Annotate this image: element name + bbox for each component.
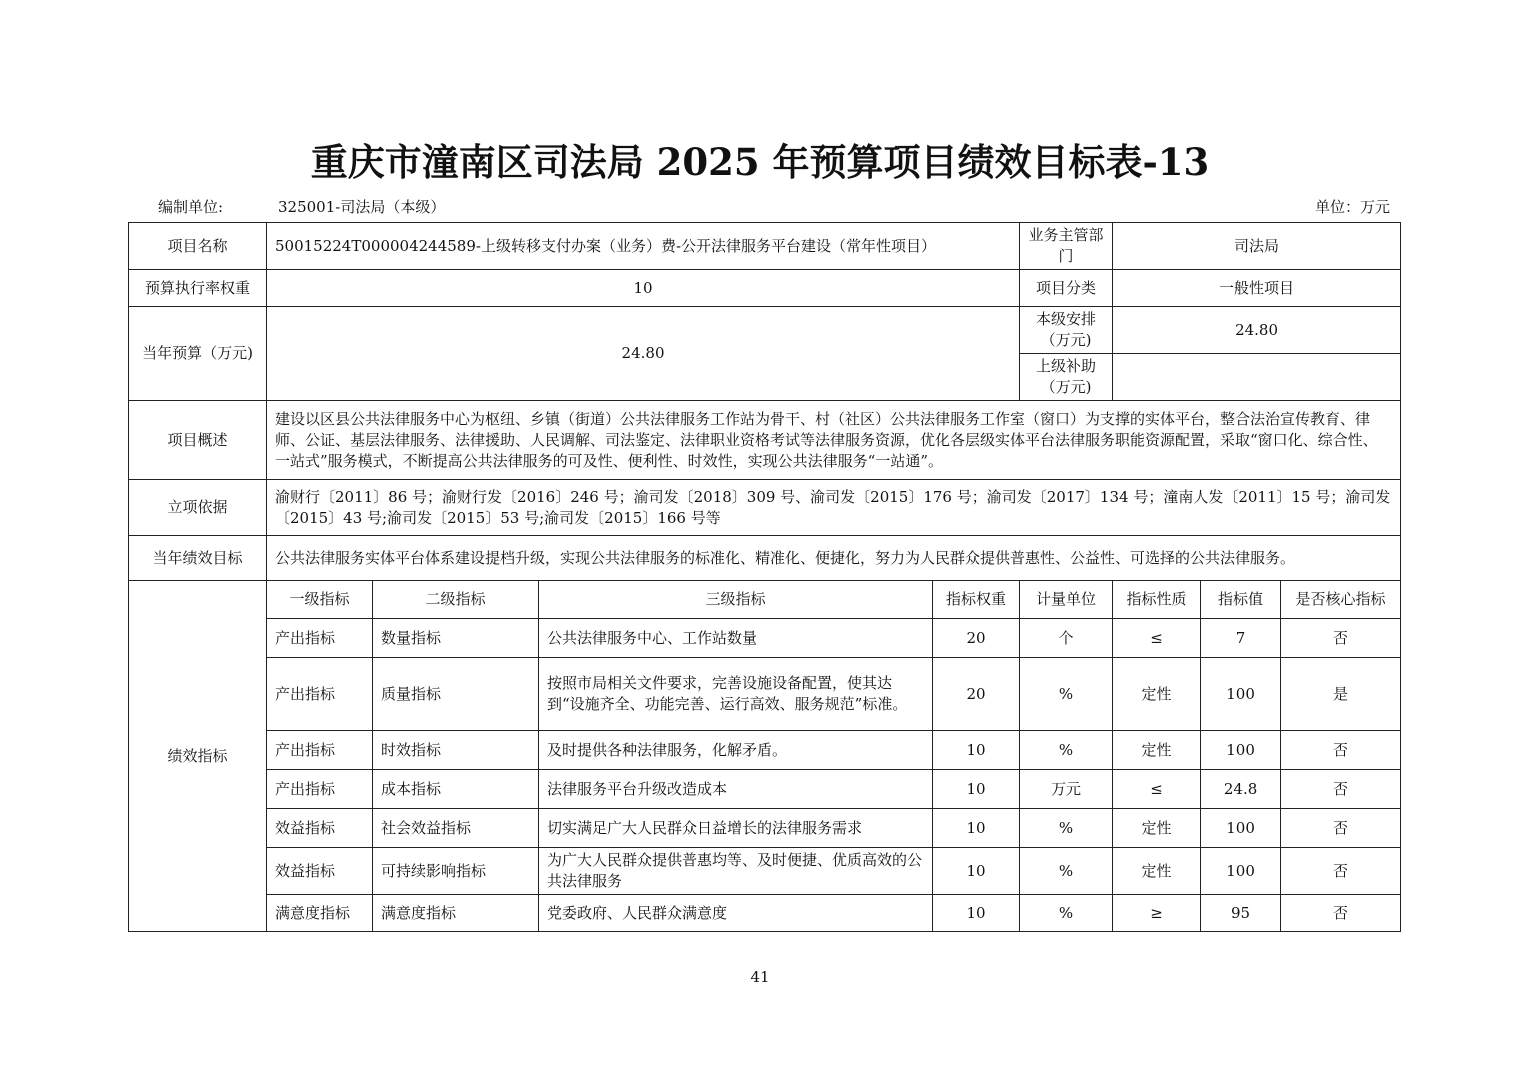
- basis-label: 立项依据: [129, 480, 267, 536]
- local-value: 24.80: [1113, 307, 1401, 354]
- cell-unit: 万元: [1020, 770, 1113, 809]
- cell-value: 24.8: [1201, 770, 1281, 809]
- header-unit: 计量单位: [1020, 581, 1113, 619]
- table-row: [129, 619, 1401, 658]
- cell-nature: ≤: [1113, 770, 1201, 809]
- cell-nature: 定性: [1113, 658, 1201, 731]
- header-l3: 三级指标: [539, 581, 933, 619]
- upper-value: [1113, 354, 1401, 401]
- cell-unit: 个: [1020, 619, 1113, 658]
- header-l1: 一级指标: [267, 581, 373, 619]
- cell-weight: 10: [933, 770, 1020, 809]
- cell-value: 7: [1201, 619, 1281, 658]
- cell-unit: %: [1020, 809, 1113, 848]
- cell-l2: 社会效益指标: [373, 809, 539, 848]
- basis-value: 渝财行〔2011〕86 号；渝财行发〔2016〕246 号；渝司发〔2018〕309 号、渝司发〔2015〕176 号；渝司发〔2017〕134 号；潼南人发〔2011〕15 号；渝司发〔2015〕43 号;渝司发〔2015〕53 号;渝司发〔2015〕166 号等: [267, 480, 1401, 536]
- project-name-value: 50015224T000004244589-上级转移支付办案（业务）费-公开法律服务平台建设（常年性项目）: [267, 223, 1020, 270]
- cell-weight: 20: [933, 658, 1020, 731]
- cell-value: 100: [1201, 848, 1281, 895]
- cell-l2: 可持续影响指标: [373, 848, 539, 895]
- header-value: 指标值: [1201, 581, 1281, 619]
- cell-unit: %: [1020, 658, 1113, 731]
- cell-value: 100: [1201, 731, 1281, 770]
- cell-nature: ≥: [1113, 895, 1201, 932]
- cell-l3: 按照市局相关文件要求，完善设施设备配置，使其达到“设施齐全、功能完善、运行高效、服务规范”标准。: [539, 658, 933, 731]
- cell-core: 是: [1281, 658, 1401, 731]
- cell-nature: 定性: [1113, 848, 1201, 895]
- cell-weight: 10: [933, 809, 1020, 848]
- table-row: [129, 848, 1401, 895]
- table-row: [129, 658, 1401, 731]
- page-title: 重庆市潼南区司法局 2025 年预算项目绩效目标表-13: [310, 140, 1210, 184]
- currency-unit: 单位：万元: [1314, 198, 1390, 216]
- cell-weight: 20: [933, 619, 1020, 658]
- indicators-label: 绩效指标: [129, 581, 267, 932]
- cell-core: 否: [1281, 809, 1401, 848]
- cell-l3: 及时提供各种法律服务，化解矛盾。: [539, 731, 933, 770]
- cell-weight: 10: [933, 731, 1020, 770]
- cell-l3: 公共法律服务中心、工作站数量: [539, 619, 933, 658]
- table-row: [129, 770, 1401, 809]
- cell-l3: 切实满足广大人民群众日益增长的法律服务需求: [539, 809, 933, 848]
- local-label: 本级安排（万元): [1020, 307, 1113, 354]
- overview-value: 建设以区县公共法律服务中心为枢纽、乡镇（街道）公共法律服务工作站为骨干、村（社区）公共法律服务工作室（窗口）为支撑的实体平台，整合法治宣传教育、律师、公证、基层法律服务、法律援助、人民调解、司法鉴定、法律职业资格考试等法律服务资源，优化各层级实体平台法律服务职能资源配置，采取“窗口化、综合性、一站式”服务模式，不断提高公共法律服务的可及性、便利性、时效性，实现公共法律服务“一站通”。: [267, 401, 1401, 480]
- dept-value: 司法局: [1113, 223, 1401, 270]
- table-row: [129, 809, 1401, 848]
- cell-l2: 数量指标: [373, 619, 539, 658]
- unit-value: 325001-司法局（本级）: [278, 198, 446, 216]
- cell-l2: 满意度指标: [373, 895, 539, 932]
- cell-core: 否: [1281, 731, 1401, 770]
- overview-label: 项目概述: [129, 401, 267, 480]
- unit-label: 编制单位:: [158, 198, 224, 216]
- cell-l2: 质量指标: [373, 658, 539, 731]
- cell-l1: 效益指标: [267, 848, 373, 895]
- cell-weight: 10: [933, 848, 1020, 895]
- header-core: 是否核心指标: [1281, 581, 1401, 619]
- cell-nature: 定性: [1113, 809, 1201, 848]
- cell-nature: 定性: [1113, 731, 1201, 770]
- cell-l3: 为广大人民群众提供普惠均等、及时便捷、优质高效的公共法律服务: [539, 848, 933, 895]
- cell-l3: 法律服务平台升级改造成本: [539, 770, 933, 809]
- cell-l1: 产出指标: [267, 731, 373, 770]
- cell-value: 100: [1201, 658, 1281, 731]
- cell-weight: 10: [933, 895, 1020, 932]
- goal-value: 公共法律服务实体平台体系建设提档升级，实现公共法律服务的标准化、精准化、便捷化，努力为人民群众提供普惠性、公益性、可选择的公共法律服务。: [267, 536, 1401, 581]
- table-row: [129, 731, 1401, 770]
- category-label: 项目分类: [1020, 270, 1113, 307]
- budget-label: 当年预算（万元): [129, 307, 267, 401]
- cell-unit: %: [1020, 731, 1113, 770]
- cell-core: 否: [1281, 619, 1401, 658]
- weight-label: 预算执行率权重: [129, 270, 267, 307]
- weight-value: 10: [267, 270, 1020, 307]
- cell-unit: %: [1020, 848, 1113, 895]
- table-row: [129, 895, 1401, 932]
- cell-l3: 党委政府、人民群众满意度: [539, 895, 933, 932]
- budget-value: 24.80: [267, 307, 1020, 401]
- category-value: 一般性项目: [1113, 270, 1401, 307]
- cell-l1: 产出指标: [267, 619, 373, 658]
- cell-l2: 成本指标: [373, 770, 539, 809]
- header-nature: 指标性质: [1113, 581, 1201, 619]
- cell-value: 95: [1201, 895, 1281, 932]
- cell-l1: 满意度指标: [267, 895, 373, 932]
- project-name-label: 项目名称: [129, 223, 267, 270]
- cell-l2: 时效指标: [373, 731, 539, 770]
- performance-table: [128, 222, 1401, 932]
- cell-value: 100: [1201, 809, 1281, 848]
- cell-l1: 产出指标: [267, 658, 373, 731]
- goal-label: 当年绩效目标: [129, 536, 267, 581]
- cell-core: 否: [1281, 895, 1401, 932]
- cell-unit: %: [1020, 895, 1113, 932]
- header-l2: 二级指标: [373, 581, 539, 619]
- cell-l1: 产出指标: [267, 770, 373, 809]
- cell-nature: ≤: [1113, 619, 1201, 658]
- cell-core: 否: [1281, 848, 1401, 895]
- cell-core: 否: [1281, 770, 1401, 809]
- page-number: 41: [750, 968, 770, 986]
- cell-l1: 效益指标: [267, 809, 373, 848]
- header-weight: 指标权重: [933, 581, 1020, 619]
- upper-label: 上级补助（万元): [1020, 354, 1113, 401]
- dept-label: 业务主管部门: [1020, 223, 1113, 270]
